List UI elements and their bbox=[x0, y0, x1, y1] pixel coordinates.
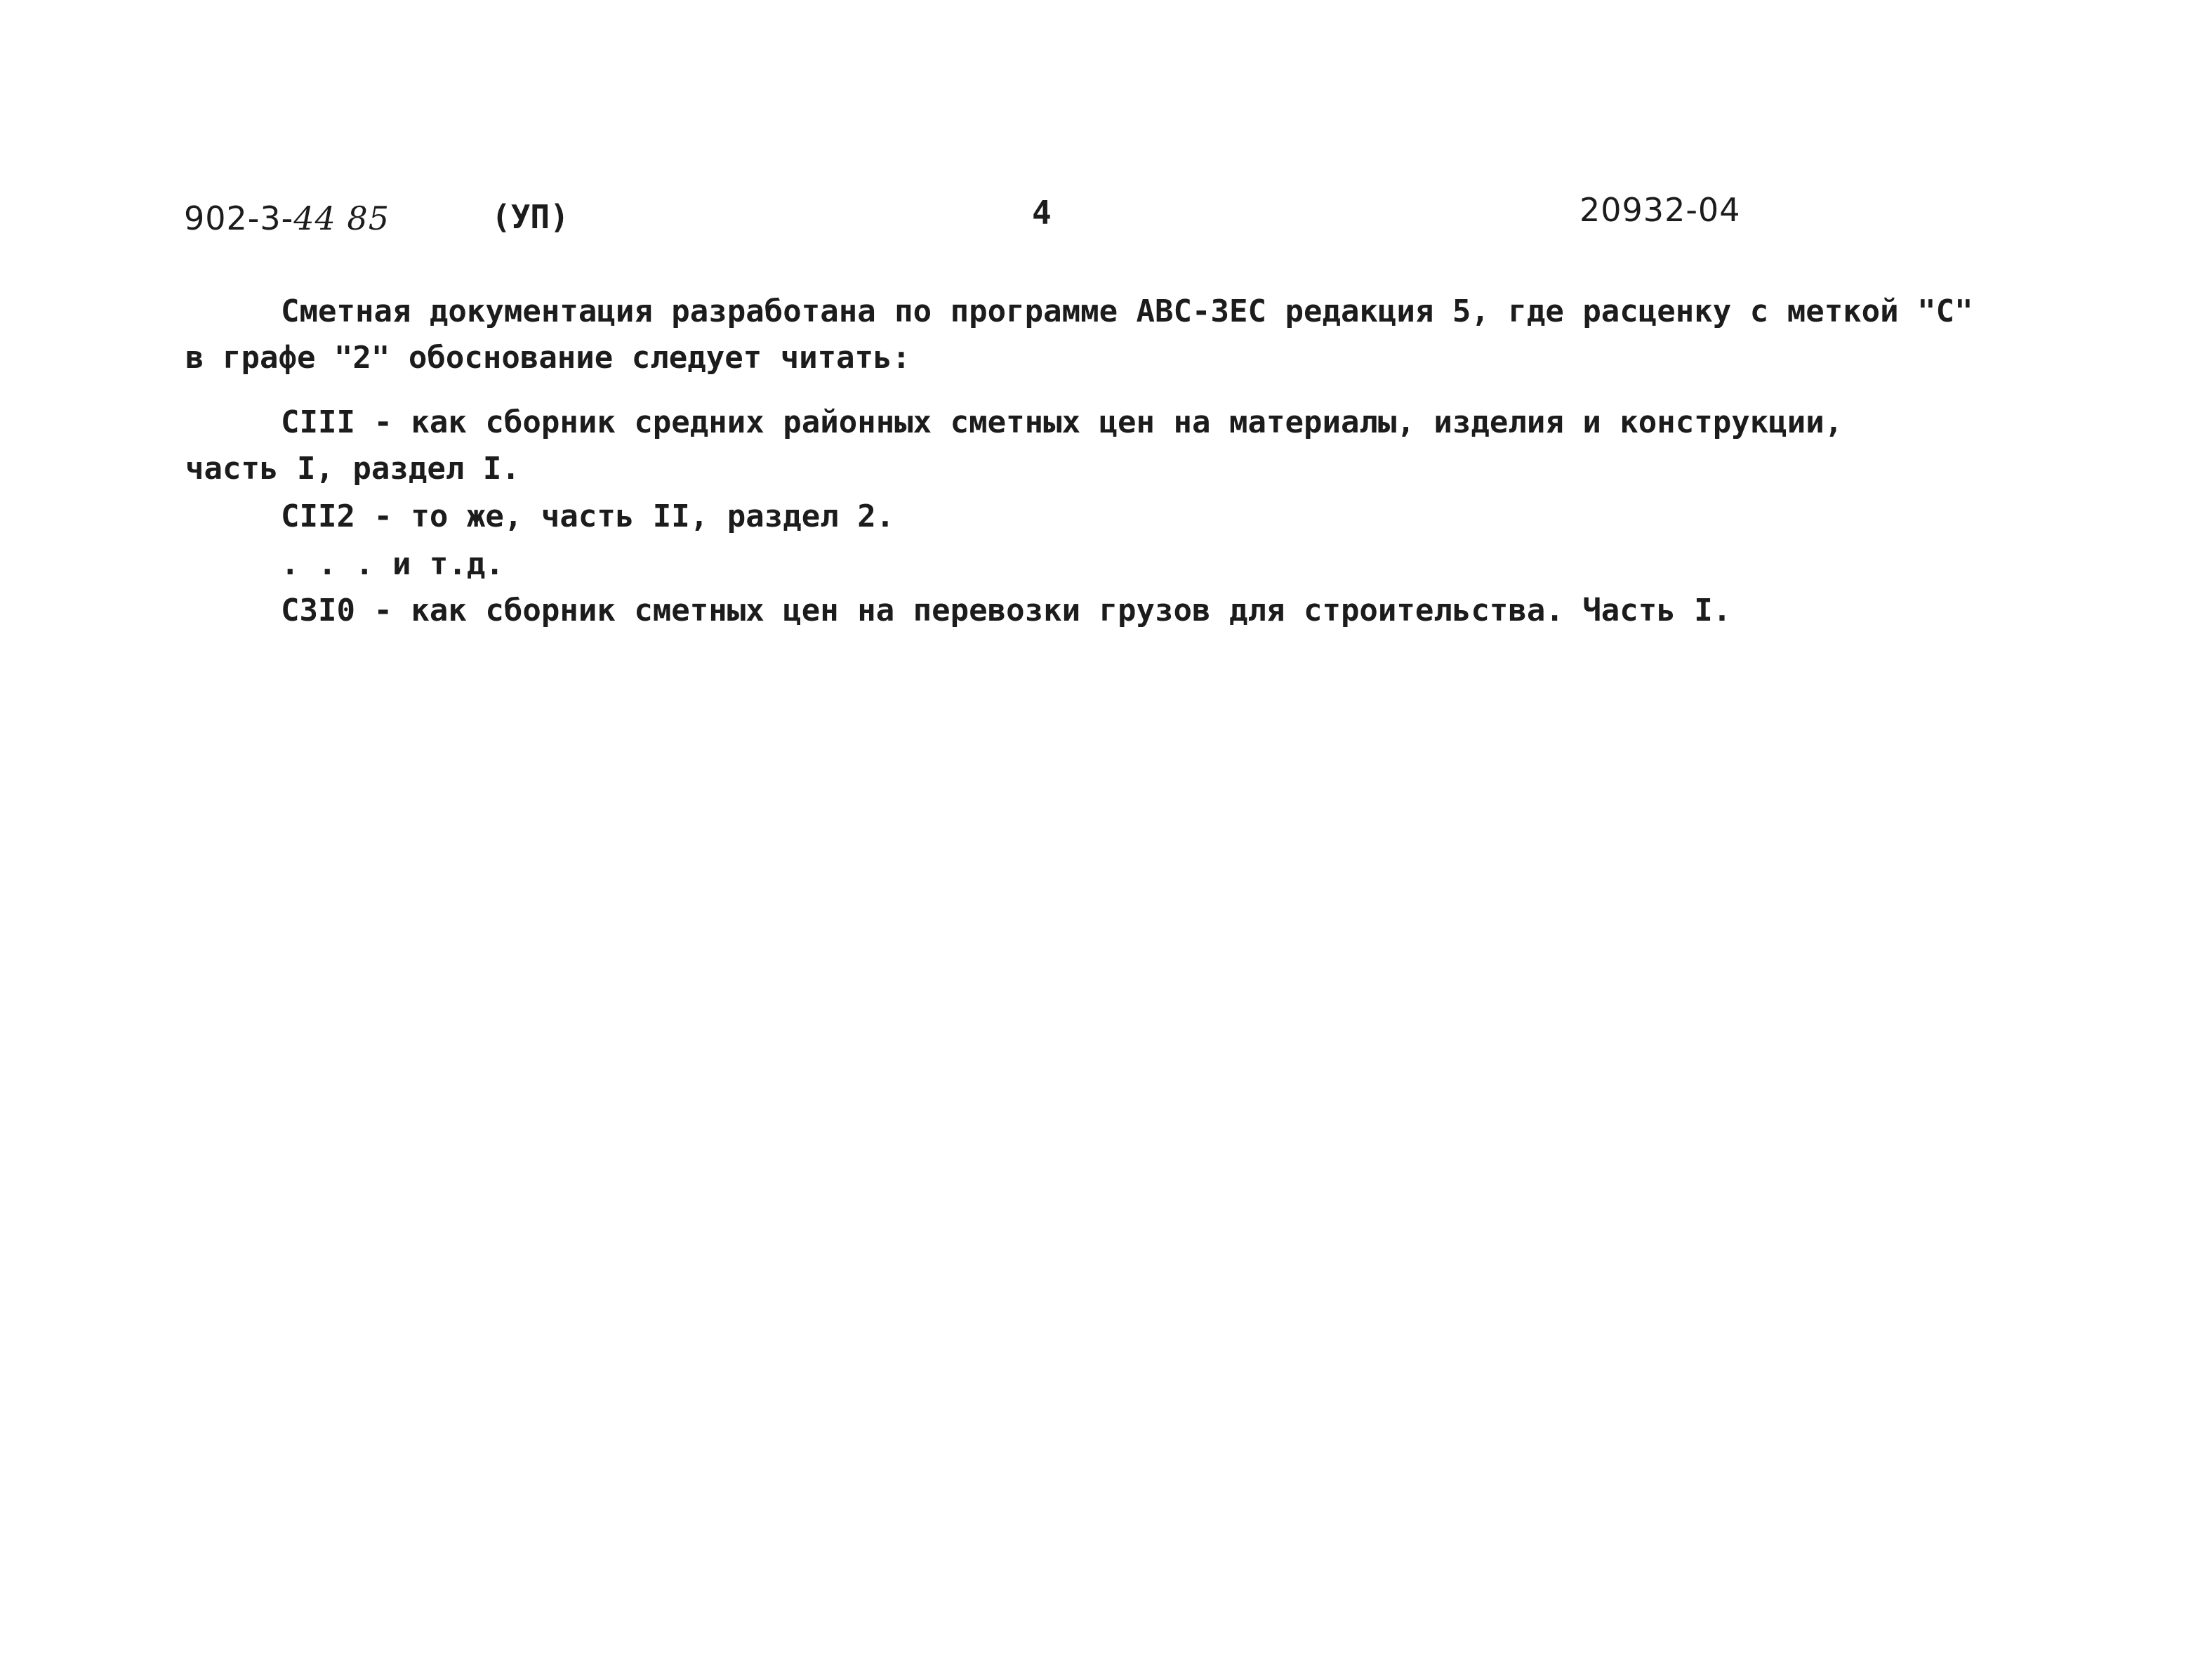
paragraph-line-3: СIII - как сборник средних районных сметных цен на материалы, изделия и конструкции, bbox=[281, 404, 1843, 440]
series-label: (УП) bbox=[491, 198, 569, 236]
paragraph-line-4: часть I, раздел I. bbox=[185, 451, 520, 487]
paragraph-line-5: СII2 - то же, часть II, раздел 2. bbox=[281, 499, 895, 534]
paragraph-line-7: С3I0 - как сборник сметных цен на перевозки грузов для строительства. Часть I. bbox=[281, 593, 1732, 628]
paragraph-line-6: . . . и т.д. bbox=[281, 546, 504, 582]
inventory-number: 20932-04 bbox=[1579, 191, 1741, 229]
paragraph-line-2: в графе "2" обоснование следует читать: bbox=[185, 340, 911, 376]
page-number: 4 bbox=[1032, 194, 1052, 232]
project-code-handwritten: 44 85 bbox=[293, 199, 390, 237]
project-code-prefix: 902-3- bbox=[184, 199, 294, 237]
project-code bbox=[184, 199, 390, 237]
paragraph-line-1: Сметная документация разработана по программе АВС-ЗЕС редакция 5, где расценку с меткой "С" bbox=[281, 293, 1973, 329]
